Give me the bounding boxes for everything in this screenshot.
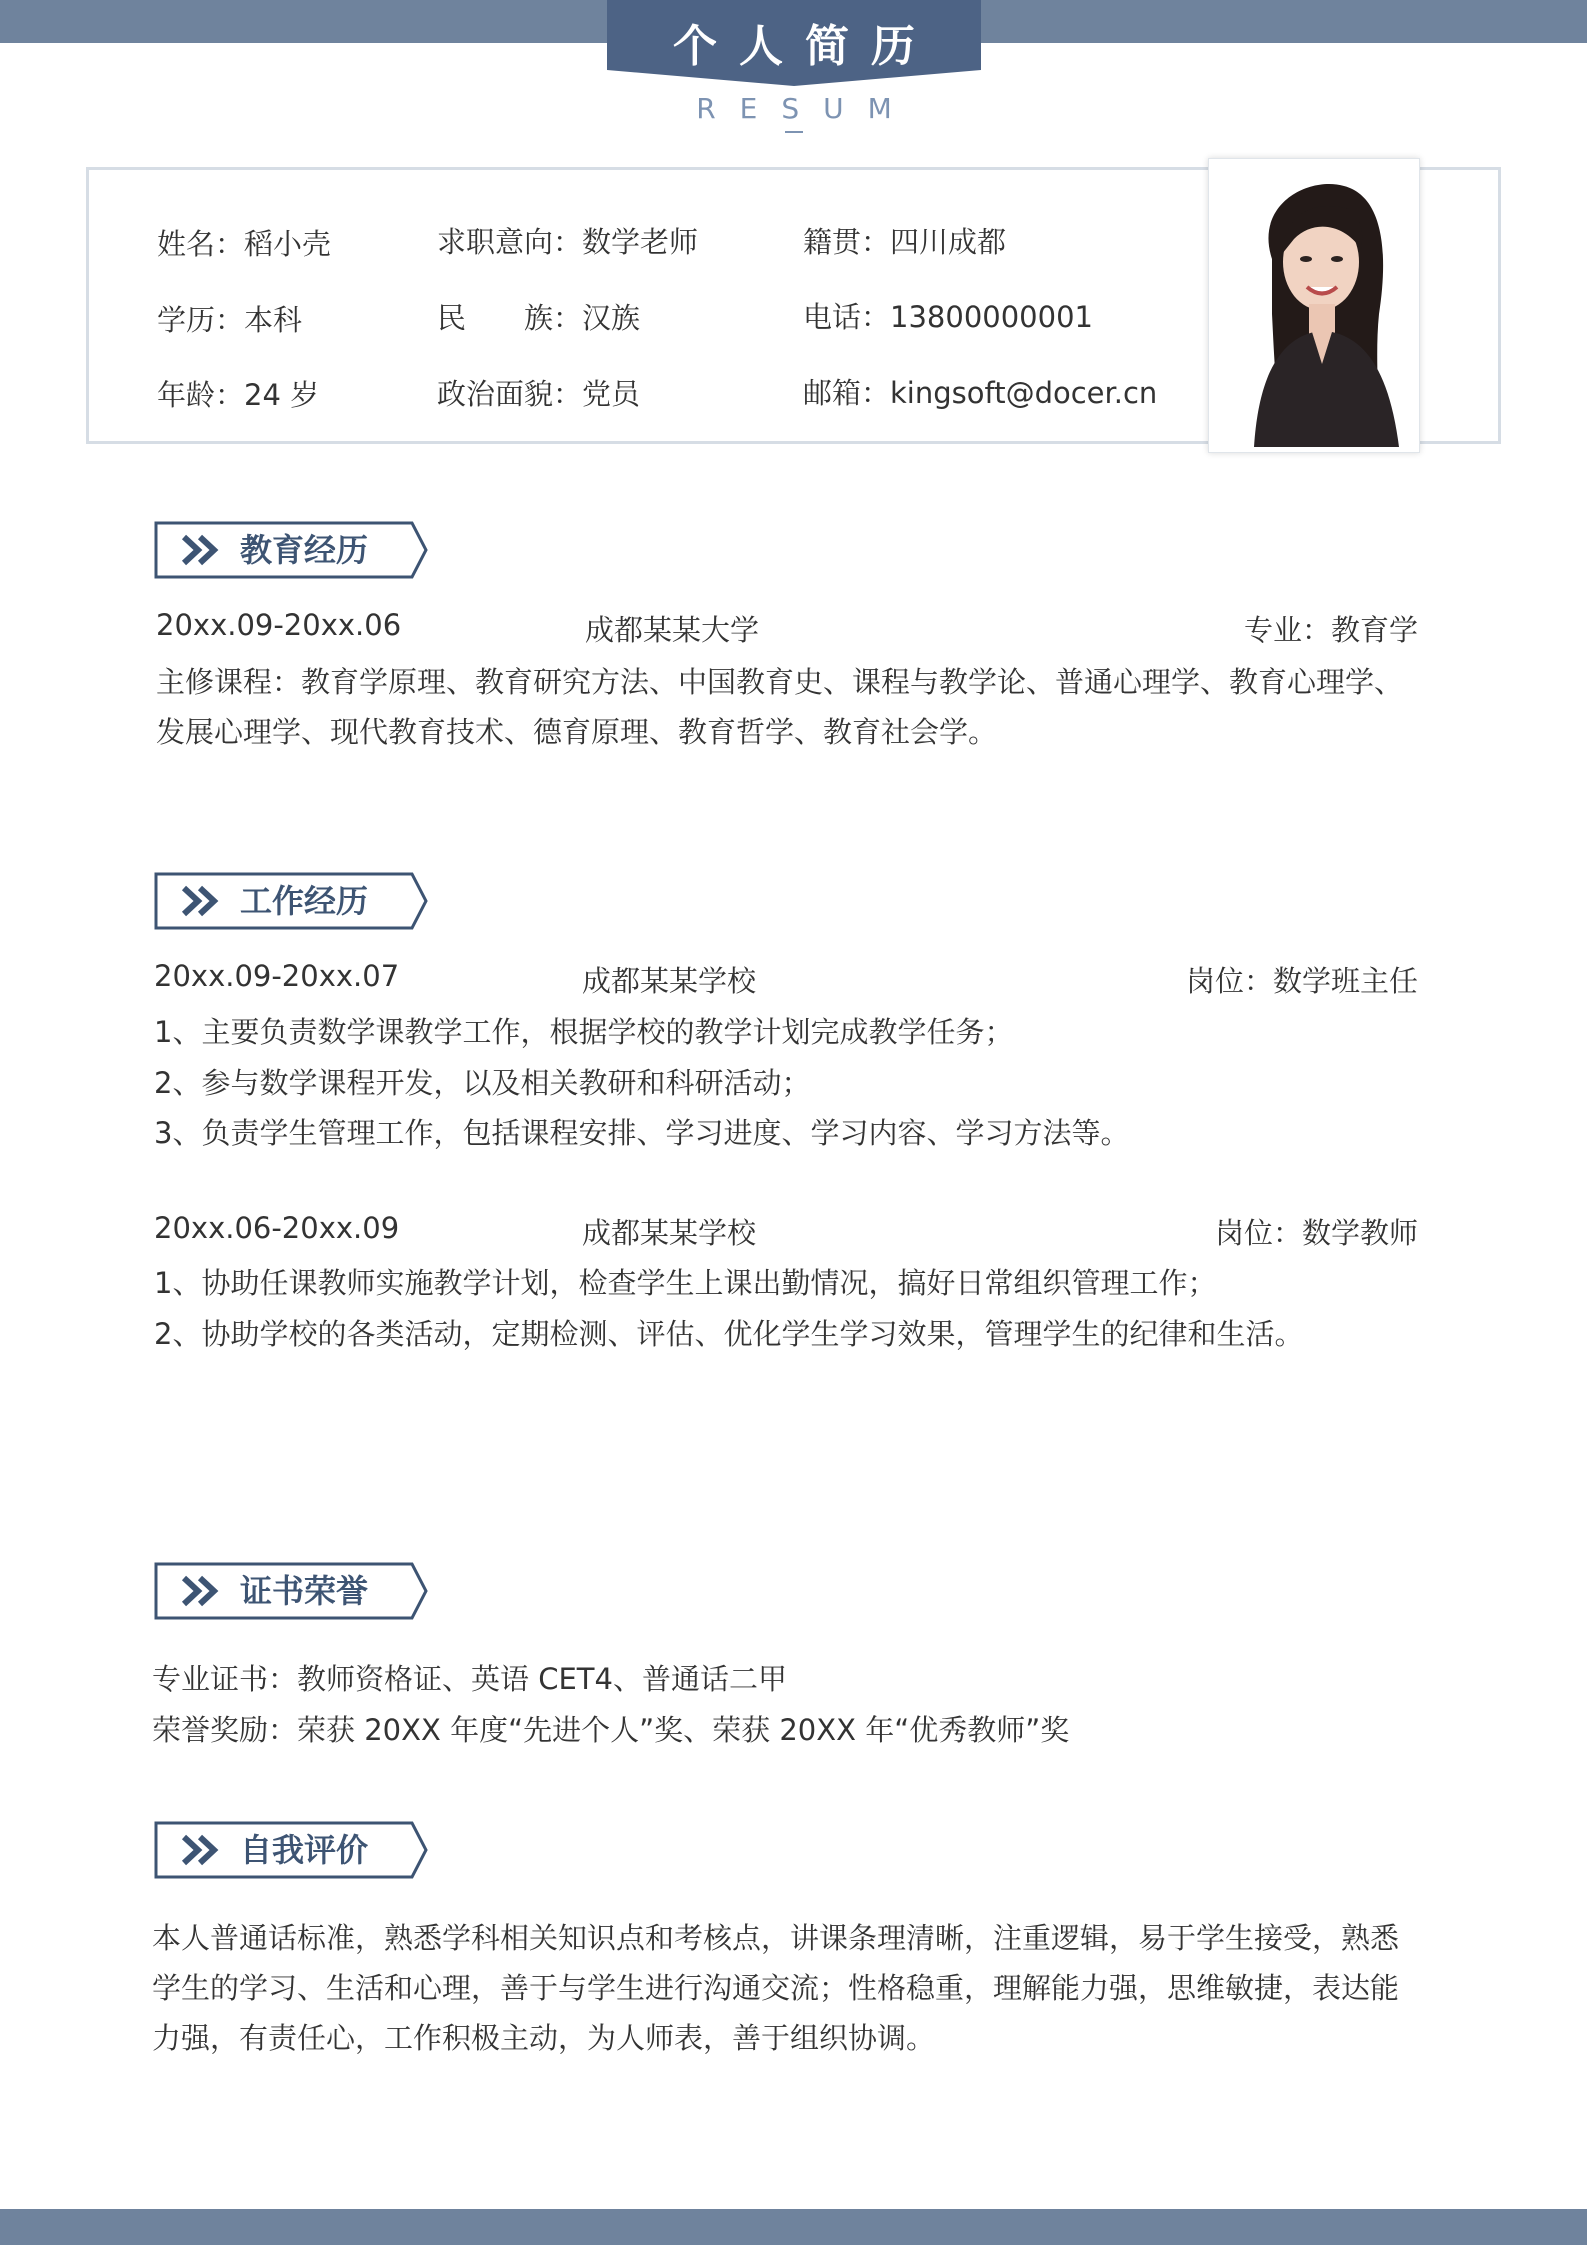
education-value: 本科 [244,303,303,337]
profile-photo [1214,164,1414,447]
work1-org: 成都某某学校 [582,964,757,998]
age-value: 24 岁 [244,378,320,412]
work2-duty-1: 1、协助任课教师实施教学计划，检查学生上课出勤情况，搞好日常组织管理工作； [154,1266,1217,1300]
phone-label: 电话： [803,300,891,334]
name-label: 姓名： [157,227,245,261]
political-field [437,372,640,413]
phone-field [803,295,1093,336]
profile-photo-frame [1208,158,1420,453]
self-eval-line1: 本人普通话标准，熟悉学科相关知识点和考核点，讲课条理清晰，注重逻辑，易于学生接受，熟悉 [152,1921,1400,1955]
work1-duty-1: 1、主要负责数学课教学工作，根据学校的教学计划完成教学任务； [154,1015,1014,1049]
page-title: 个人简历 [673,21,937,72]
work2-org: 成都某某学校 [582,1216,757,1250]
name-value: 稻小壳 [244,227,332,261]
self-eval-line3: 力强，有责任心，工作积极主动，为人师表，善于组织协调。 [152,2021,936,2055]
phone-value: 13800000001 [890,300,1093,334]
name-field [157,222,331,263]
work1-position: 岗位：数学班主任 [1185,964,1418,998]
political-value: 党员 [582,377,641,411]
education-field [157,298,302,339]
bottom-bar [0,2209,1587,2245]
intent-field [437,220,698,261]
work1-duty-3: 3、负责学生管理工作，包括课程安排、学习进度、学习内容、学习方法等。 [154,1116,1130,1150]
education-courses-line2: 发展心理学、现代教育技术、德育原理、教育哲学、教育社会学。 [156,715,998,749]
ethnicity-value: 汉族 [582,301,641,335]
education-school: 成都某某大学 [585,613,760,647]
hometown-label: 籍贯： [803,225,891,259]
ethnicity-label: 民 族： [437,301,583,335]
age-field [157,373,319,414]
subtitle-underline [785,131,803,133]
intent-label: 求职意向： [437,225,583,259]
section-title-certificates: 证书荣誉 [240,1572,369,1610]
section-title-self-eval: 自我评价 [240,1831,369,1869]
hometown-value: 四川成都 [890,225,1007,259]
email-field [803,371,1157,412]
certificates-line2: 荣誉奖励：荣获 20XX 年度“先进个人”奖、荣获 20XX 年“优秀教师”奖 [152,1713,1070,1747]
certificates-line1: 专业证书：教师资格证、英语 CET4、普通话二甲 [152,1662,787,1696]
intent-value: 数学老师 [582,225,699,259]
work2-period: 20xx.06-20xx.09 [154,1211,400,1245]
self-eval-line2: 学生的学习、生活和心理，善于与学生进行沟通交流；性格稳重，理解能力强，思维敏捷，表达能 [152,1971,1400,2005]
section-title-education: 教育经历 [240,531,369,569]
hometown-field [803,220,1006,261]
work1-duty-2: 2、参与数学课程开发，以及相关教研和科研活动； [154,1066,811,1100]
education-label: 学历： [157,303,245,337]
political-label: 政治面貌： [437,377,583,411]
work2-duty-2: 2、协助学校的各类活动，定期检测、评估、优化学生学习效果，管理学生的纪律和生活。 [154,1317,1304,1351]
work1-period: 20xx.09-20xx.07 [154,959,400,993]
education-courses-line1: 主修课程：教育学原理、教育研究方法、中国教育史、课程与教学论、普通心理学、教育心理学、 [156,665,1404,699]
page-subtitle: RESUM [696,92,916,125]
email-value: kingsoft@docer.cn [890,376,1158,410]
section-title-work: 工作经历 [240,882,369,920]
age-label: 年龄： [157,378,245,412]
ethnicity-field [437,296,640,337]
work2-position: 岗位：数学教师 [1214,1216,1418,1250]
email-label: 邮箱： [803,376,891,410]
education-major: 专业：教育学 [1243,613,1418,647]
education-period: 20xx.09-20xx.06 [156,608,402,642]
